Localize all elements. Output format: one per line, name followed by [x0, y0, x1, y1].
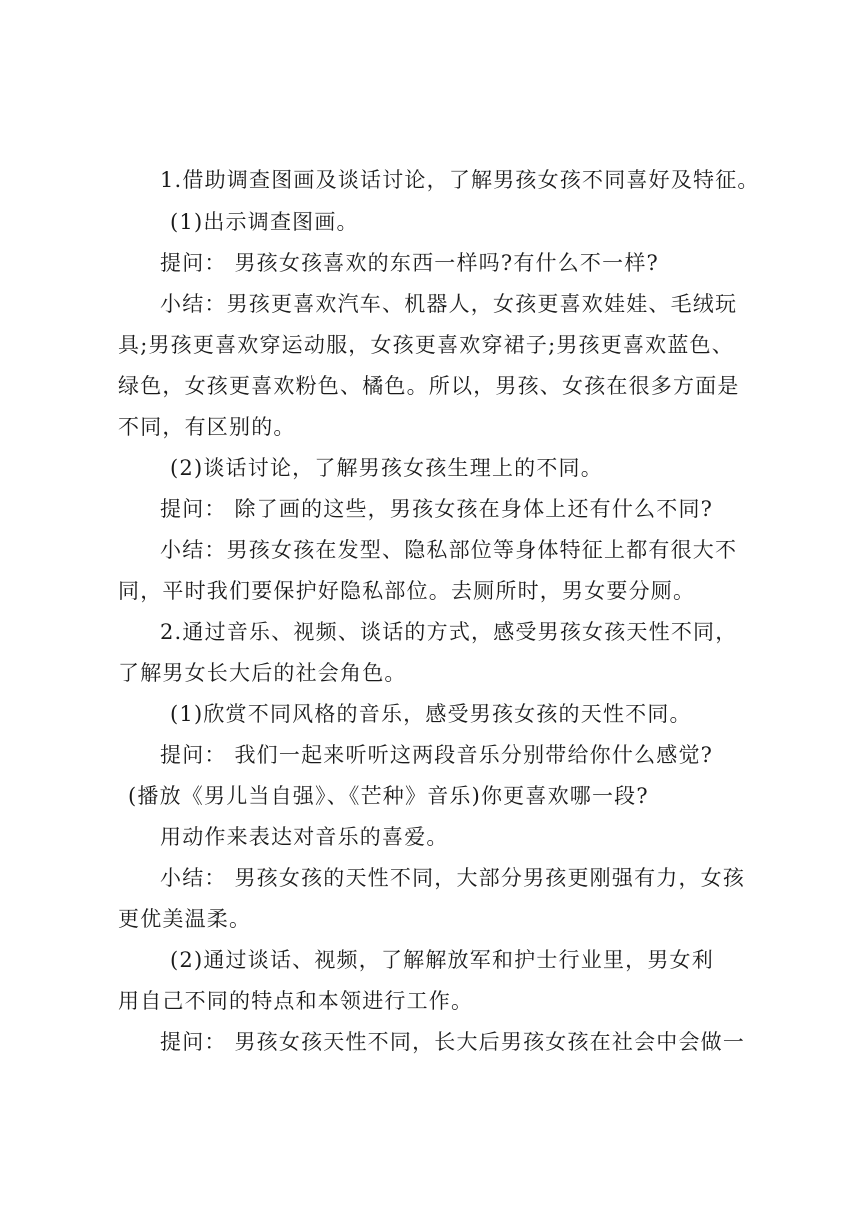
text-line-section-2-heading: 2.通过音乐、视频、谈话的方式，感受男孩女孩天性不同，	[160, 620, 738, 644]
text-line-summary-1-cont-1: 具;男孩更喜欢穿运动服，女孩更喜欢穿裙子;男孩更喜欢蓝色、	[118, 333, 734, 357]
text-line-summary-3: 小结： 男孩女孩的天性不同，大部分男孩更刚强有力，女孩	[160, 866, 746, 890]
text-line-subsection-2-2: (2)通过谈话、视频，了解解放军和护士行业里，男女利	[170, 948, 714, 972]
text-line-subsection-2-2-cont: 用自己不同的特点和本领进行工作。	[118, 989, 474, 1013]
text-line-summary-1-cont-3: 不同，有区别的。	[118, 415, 296, 439]
text-line-question-4: 提问： 男孩女孩天性不同，长大后男孩女孩在社会中会做一	[160, 1030, 746, 1054]
text-line-section-1-heading: 1.借助调查图画及谈话讨论，了解男孩女孩不同喜好及特征。	[160, 168, 760, 192]
text-line-subsection-2-1: (1)欣赏不同风格的音乐，感受男孩女孩的天性不同。	[170, 702, 692, 726]
text-line-summary-1: 小结：男孩更喜欢汽车、机器人，女孩更喜欢娃娃、毛绒玩	[160, 292, 738, 316]
text-line-question-3-cont-2: 用动作来表达对音乐的喜爱。	[160, 825, 449, 849]
text-line-subsection-1-2: (2)谈话讨论，了解男孩女孩生理上的不同。	[170, 456, 603, 480]
text-line-summary-2: 小结：男孩女孩在发型、隐私部位等身体特征上都有很大不	[160, 538, 738, 562]
text-line-question-3: 提问： 我们一起来听听这两段音乐分别带给你什么感觉?	[160, 743, 714, 767]
text-line-summary-3-cont: 更优美温柔。	[118, 907, 252, 931]
text-line-summary-2-cont: 同，平时我们要保护好隐私部位。去厕所时，男女要分厕。	[118, 579, 696, 603]
text-line-question-1: 提问： 男孩女孩喜欢的东西一样吗?有什么不一样?	[160, 251, 659, 275]
text-line-question-2: 提问： 除了画的这些，男孩女孩在身体上还有什么不同?	[160, 497, 714, 521]
text-line-section-2-heading-cont: 了解男女长大后的社会角色。	[118, 661, 407, 685]
text-line-summary-1-cont-2: 绿色，女孩更喜欢粉色、橘色。所以，男孩、女孩在很多方面是	[118, 374, 740, 398]
text-line-subsection-1-1: (1)出示调查图画。	[170, 210, 359, 234]
text-line-question-3-cont-1: (播放《男儿当自强》、《芒种》音乐)你更喜欢哪一段?	[128, 784, 649, 808]
